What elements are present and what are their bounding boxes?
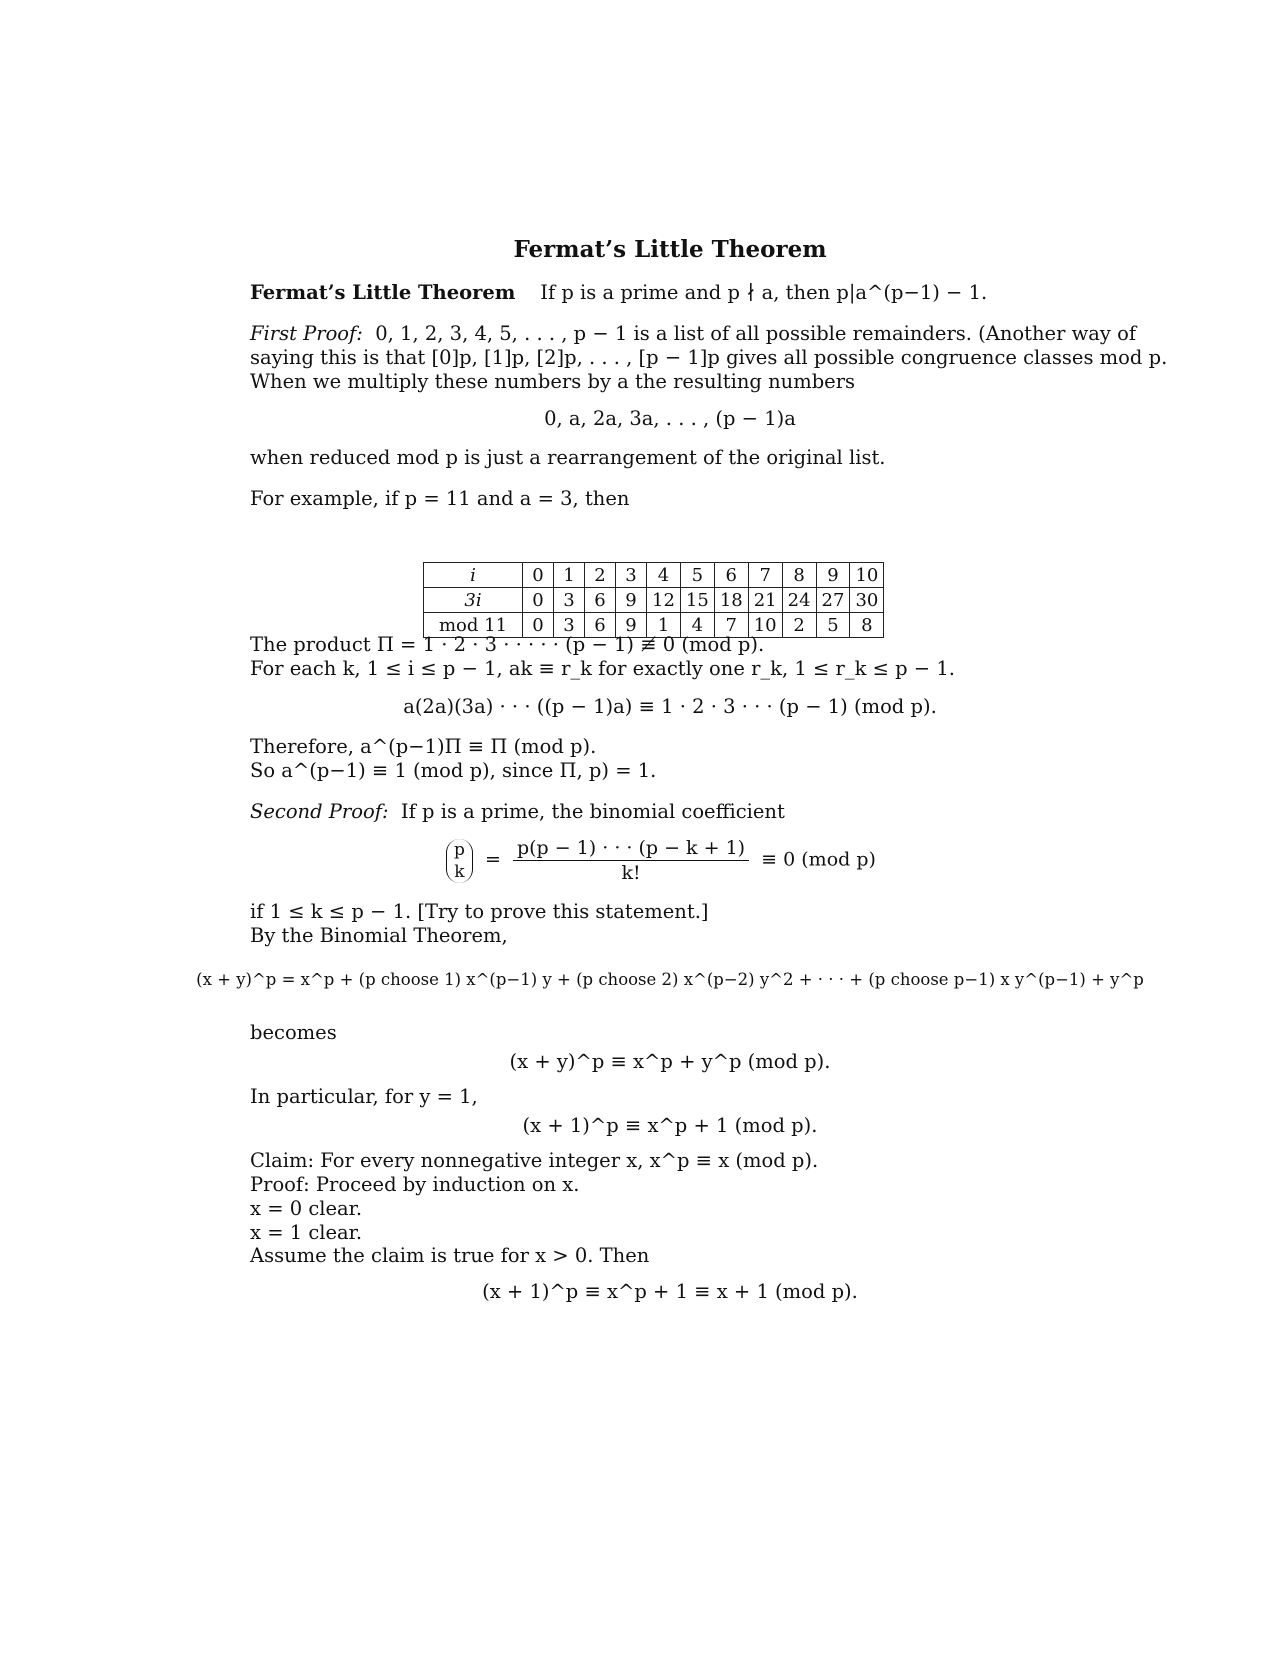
table-cell: 6: [714, 563, 748, 588]
table-row: [424, 563, 884, 588]
table-cell: 3: [554, 588, 585, 613]
table-row-header: i: [424, 563, 523, 588]
binomial-condition: if 1 ≤ k ≤ p − 1. [Try to prove this statement.]: [250, 900, 709, 923]
table-cell: 8: [782, 563, 816, 588]
fraction-denominator: k!: [621, 862, 641, 884]
table-row: [424, 588, 884, 613]
table-cell: 15: [680, 588, 714, 613]
second-proof-intro-text: If p is a prime, the binomial coefficient: [400, 800, 785, 823]
table-cell: 5: [816, 613, 850, 638]
table-cell: 0: [523, 563, 554, 588]
second-proof-label: Second Proof:: [250, 800, 389, 823]
table-cell: 2: [585, 563, 616, 588]
example-line: For example, if p = 11 and a = 3, then: [250, 487, 630, 510]
binom-bottom: k: [454, 861, 465, 882]
case-zero: x = 0 clear.: [250, 1197, 363, 1220]
product-line1: The product Π = 1 · 2 · 3 · · · · · (p − 1) ≢ 0 (mod p).: [250, 633, 765, 656]
first-proof-line3: When we multiply these numbers by a the resulting numbers: [250, 370, 856, 393]
table-cell: 4: [647, 563, 681, 588]
binomial-display: p k = $\frac{p(p - 1) \cdot \cdot \cdot (p - k + 1)}{k!}$ ≡ 0 (mod p): [446, 836, 876, 885]
final-equation: (x + 1)^p ≡ x^p + 1 ≡ x + 1 (mod p).: [482, 1280, 858, 1303]
table-cell: 3: [554, 613, 585, 638]
table-cell: 1: [554, 563, 585, 588]
table-cell: 21: [748, 588, 782, 613]
display-list: 0, a, 2a, 3a, . . . , (p − 1)a: [544, 407, 796, 430]
product-line3: Therefore, a^(p−1)Π ≡ Π (mod p).: [250, 735, 597, 758]
table-cell: 8: [850, 613, 884, 638]
reduced-expansion: (x + y)^p ≡ x^p + y^p (mod p).: [509, 1050, 831, 1073]
binomial-p-k: [446, 839, 473, 883]
page-title: Fermat’s Little Theorem: [513, 236, 827, 263]
table-cell: 7: [714, 613, 748, 638]
product-line4: So a^(p−1) ≡ 1 (mod p), since Π, p) = 1.: [250, 759, 657, 782]
first-proof-text1: 0, 1, 2, 3, 4, 5, . . . , p − 1 is a list of all possible remainders. (Another way of: [375, 322, 1137, 345]
particular-equation: (x + 1)^p ≡ x^p + 1 (mod p).: [522, 1114, 818, 1137]
product-line2: For each k, 1 ≤ i ≤ p − 1, ak ≡ r_k for exactly one r_k, 1 ≤ r_k ≤ p − 1.: [250, 657, 955, 680]
table-cell: 5: [680, 563, 714, 588]
first-proof-line4: when reduced mod p is just a rearrangement of the original list.: [250, 446, 886, 469]
theorem-label: Fermat’s Little Theorem: [250, 281, 516, 304]
second-proof-intro: [250, 799, 785, 824]
table-cell: 6: [585, 588, 616, 613]
table-cell: 1: [647, 613, 681, 638]
binomial-expansion: (x + y)^p = x^p + (p choose 1) x^(p−1) y + (p choose 2) x^(p−2) y^2 + · · · + (p choose p−1) x y^(p−1) + y^p: [196, 970, 1144, 989]
product-display: a(2a)(3a) · · · ((p − 1)a) ≡ 1 · 2 · 3 · · · (p − 1) (mod p).: [403, 695, 937, 718]
table-cell: 12: [647, 588, 681, 613]
binomial-fraction: [513, 836, 749, 885]
assume-line: Assume the claim is true for x > 0. Then: [250, 1244, 650, 1267]
table-cell: 10: [748, 613, 782, 638]
table-cell: 27: [816, 588, 850, 613]
binomial-congruence: ≡ 0 (mod p): [761, 848, 876, 871]
table-cell: 0: [523, 588, 554, 613]
residue-table: [423, 562, 884, 638]
table-row-header: mod 11: [424, 613, 523, 638]
table-cell: 30: [850, 588, 884, 613]
table-cell: 4: [680, 613, 714, 638]
proof-line: Proof: Proceed by induction on x.: [250, 1173, 580, 1196]
table-cell: 2: [782, 613, 816, 638]
first-proof-label: First Proof:: [250, 322, 363, 345]
table-cell: 6: [585, 613, 616, 638]
table-cell: 10: [850, 563, 884, 588]
fraction-numerator: p(p − 1) · · · (p − k + 1): [513, 836, 749, 861]
first-proof-line1: [250, 321, 1136, 346]
case-one: x = 1 clear.: [250, 1221, 363, 1244]
binom-top: p: [454, 839, 465, 860]
table-cell: 0: [523, 613, 554, 638]
table-cell: 18: [714, 588, 748, 613]
theorem-text: If p is a prime and p ∤ a, then p|a^(p−1) − 1.: [540, 281, 988, 304]
becomes-label: becomes: [250, 1021, 337, 1044]
table-cell: 3: [616, 563, 647, 588]
particular-line: In particular, for y = 1,: [250, 1085, 478, 1108]
table-cell: 9: [616, 588, 647, 613]
table-row-header: 3i: [424, 588, 523, 613]
theorem-statement: [250, 280, 987, 305]
first-proof-line2: saying this is that [0]p, [1]p, [2]p, . . . , [p − 1]p gives all possible congruence classes mod p.: [250, 346, 1168, 369]
by-binomial-theorem: By the Binomial Theorem,: [250, 924, 508, 947]
table-cell: 24: [782, 588, 816, 613]
table-cell: 9: [816, 563, 850, 588]
table-cell: 7: [748, 563, 782, 588]
claim-line: Claim: For every nonnegative integer x, x^p ≡ x (mod p).: [250, 1149, 819, 1172]
table-cell: 9: [616, 613, 647, 638]
